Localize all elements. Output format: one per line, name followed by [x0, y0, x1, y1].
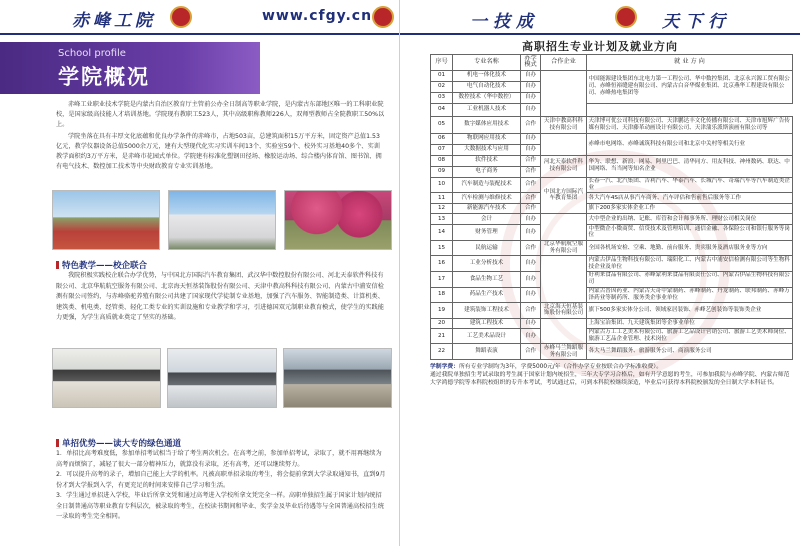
- study-mode: 自办: [521, 225, 541, 241]
- row-number: 09: [431, 166, 453, 177]
- row-number: 17: [431, 271, 453, 287]
- job-direction: 旗下500多家实体分公司、领域家居装饰、赤峰艺创装饰等装饰类企业: [587, 303, 793, 319]
- study-mode: 合作: [521, 204, 541, 214]
- table-title: 高职招生专业计划及就业方向: [522, 40, 678, 53]
- job-direction: 旗下200多家实体企业工作: [587, 204, 793, 214]
- row-number: 04: [431, 103, 453, 116]
- row-number: 21: [431, 328, 453, 344]
- header-no: 序号: [431, 55, 453, 71]
- footer-note: 通过我院单独招生考试录取的考生属于国家计划内统招生，三年大专学习合格后，如有升学意愿的考生，可参加我院与赤峰学院、内蒙古师范大学鸿德学院等本科院校组织的专升本考试，考试通过后，可到本科院校继续深造，毕业后可获得本科院校颁发的全日制大学本科证书。: [430, 372, 790, 386]
- row-number: 14: [431, 225, 453, 241]
- job-direction: 各大马兰舞蹈服务、旅游服务公司、商演服务公司: [587, 344, 793, 360]
- major-name: 财务管理: [453, 225, 521, 241]
- major-name: 电子商务: [453, 166, 521, 177]
- study-mode: 合作: [521, 177, 541, 193]
- major-name: 建筑工程技术: [453, 318, 521, 328]
- job-direction: 天津博可优公司科技有限公司、天津鹏达丰文化传播有限公司、天津市旭辉广告传媒有限公司、天津藤革动画设计有限公司、天津蒲乐派斯演画有限公司等: [587, 116, 793, 133]
- study-mode: 合作: [521, 155, 541, 166]
- training-photos: [52, 348, 392, 428]
- study-mode: 自办: [521, 103, 541, 116]
- header-job: 就 业 方 向: [587, 55, 793, 71]
- job-direction: 赤峰市电网络、赤峰诚筑科技有限公司和北京中关村等相关行业: [587, 133, 793, 155]
- major-name: 电气自动化技术: [453, 81, 521, 92]
- major-name: 民航运输: [453, 240, 521, 256]
- study-mode: 自办: [521, 287, 541, 303]
- major-name: 物联网应用技术: [453, 133, 521, 144]
- table-row: [431, 193, 793, 204]
- study-mode: 合作: [521, 303, 541, 319]
- major-name: 汽车制造与装配技术: [453, 177, 521, 193]
- header-divider: [400, 33, 800, 35]
- partner-company: [541, 214, 587, 241]
- job-direction: 华为、联想、新浪、网易、阿里巴巴、清华同方、用友科技、神州数码、联达、中国网络、当当网等知名企业: [587, 155, 793, 177]
- job-direction: 各大汽车4S店从事汽车商务、汽车评估和售前售后服务等工作: [587, 193, 793, 204]
- study-mode: 自办: [521, 328, 541, 344]
- row-number: 11: [431, 193, 453, 204]
- row-number: 13: [431, 214, 453, 225]
- major-name: 舞蹈表演: [453, 344, 521, 360]
- study-mode: 自办: [521, 144, 541, 155]
- study-mode: 自办: [521, 92, 541, 103]
- major-name: 机电一体化技术: [453, 70, 521, 81]
- tuition-value: 所有专业学制均为3年，学费5000元/年（合作办学专业按联合办学标准收费）。: [459, 364, 662, 370]
- computer-lab-photo: [52, 348, 161, 408]
- school-seal-icon: [170, 6, 192, 28]
- school-seal-icon: [615, 6, 637, 28]
- job-direction: 大中型企业的出纳、记账、库管和会计师事务所、理财公司相关岗位: [587, 214, 793, 225]
- workshop-photo: [167, 348, 276, 408]
- intro-paragraph: 赤峰工业职业技术学院是内蒙古自治区教育厅主管前公办全日制高等职业学院，是内蒙古东部地区唯一的工科职业院校，是国家级高技能人才培训基地。学院现有教职工523人，其中高级职称教师226人，双师型教师占全院教职工50%以上。: [56, 101, 385, 129]
- partner-company: 河北天泰软件科技有限公司: [541, 155, 587, 177]
- study-mode: 合作: [521, 116, 541, 133]
- tuition-label: 学制学费：: [430, 364, 459, 370]
- row-number: 20: [431, 318, 453, 328]
- partner-company: 中国北方国际汽车教育集团: [541, 177, 587, 214]
- row-number: 10: [431, 177, 453, 193]
- table-row: [431, 328, 793, 344]
- right-header: [400, 0, 800, 34]
- job-direction: 好利来食品有限公司、赤峰蒙利来食品有限责任公司、内蒙古伊品生物科技有限公司: [587, 271, 793, 287]
- major-name: 工艺美术品设计: [453, 328, 521, 344]
- school-name: 赤峰工院: [72, 11, 156, 31]
- row-number: 06: [431, 133, 453, 144]
- major-name: 会计: [453, 214, 521, 225]
- partner-company: 赤峰马兰舞蹈服务有限公司: [541, 344, 587, 360]
- table-row: [431, 287, 793, 303]
- table-row: [431, 204, 793, 214]
- row-number: 19: [431, 303, 453, 319]
- table-row: [431, 177, 793, 193]
- study-mode: 自办: [521, 133, 541, 144]
- major-name: 工业分析技术: [453, 256, 521, 272]
- table-footer: [430, 363, 792, 387]
- major-name: 数控技术（华中数控）: [453, 92, 521, 103]
- row-number: 05: [431, 116, 453, 133]
- study-mode: 合作: [521, 344, 541, 360]
- table-row: [431, 214, 793, 225]
- advantage-point: 3．学生通过单招进入学校，毕业后所拿文凭和通过高考进入学校所拿文凭完全一样。高职单独招生属于国家计划内统招全日制普通高等职业教育专科层次，被录取的考生，在校读书期间和毕业、奖学金及毕业后待遇等与全国普通高校招生统一录取的考生完全相同。: [56, 492, 384, 520]
- campus-building-photo: [168, 190, 276, 250]
- study-mode: 自办: [521, 214, 541, 225]
- campus-garden-photo: [284, 190, 392, 250]
- row-number: 16: [431, 256, 453, 272]
- intro-paragraph: 学院坐落在具有丰厚文化底蕴和优良办学条件的赤峰市，占地503亩，总建筑面积15万平方米，固定资产总值1.53亿元，教学仪器设备总值5000余万元，建有大型现代化实习实训车间13个、实验室59个、校外实习基地40多个、实训教学面积约3万平方米，是赤峰市花园式单位。学院建有标准化塑钢田径场、橡胶运动场、综合楼内体育馆、图书馆、拥有电气技术、数控加工技术等中央财政教育专业实训基地。: [56, 132, 382, 171]
- job-direction: 中型微企小微商贸、信贷技术及管理培训、通信金融、各保险公司和银行服务等岗位: [587, 225, 793, 241]
- job-direction: 中国能源建设集团东北电力第一工程公司、华中数控集团、北京永兴源工贸有限公司、赤峰恒裕缝建有限公司、内蒙古白音华煤业集团、北京燕华工程建设有限公司、赤峰热电集团等: [587, 70, 793, 103]
- major-name: 大数据技术与应用: [453, 144, 521, 155]
- section-title-en: School profile: [58, 48, 126, 59]
- major-name: 食品生物工艺: [453, 271, 521, 287]
- major-name: 建筑装饰工程技术: [453, 303, 521, 319]
- left-header: [0, 0, 400, 34]
- section-title-band: [0, 42, 260, 94]
- school-url[interactable]: www.cfgy.cn: [262, 8, 373, 24]
- table-row: [431, 271, 793, 287]
- table-header-row: [431, 55, 793, 71]
- row-number: 03: [431, 92, 453, 103]
- school-seal-icon: [372, 6, 394, 28]
- study-mode: 自办: [521, 318, 541, 328]
- partner-company: 天津中教高科科技有限公司: [541, 116, 587, 133]
- partner-company: [541, 256, 587, 303]
- major-name: 药品生产技术: [453, 287, 521, 303]
- major-name: 数字媒体应用技术: [453, 116, 521, 133]
- job-direction: 长春一汽、北汽集团、吉利汽车、华泰汽车、长城汽车、奇瑞汽车等汽车制造类企业: [587, 177, 793, 193]
- advantage-title: 单招优势——读大专的绿色通道: [56, 437, 181, 449]
- study-mode: 合作: [521, 166, 541, 177]
- section-title: 学院概况: [58, 65, 150, 89]
- row-number: 07: [431, 144, 453, 155]
- intro-text: [56, 100, 386, 173]
- table-row: [431, 303, 793, 319]
- table-row: [431, 103, 793, 116]
- job-direction: 内蒙古伊品生物科技有限公司、瑞阳化工、内蒙古中浦安信检测有限公司等生物科技企业及单位: [587, 256, 793, 272]
- table-row: [431, 318, 793, 328]
- feature-text: 我院积极实践校企联合办学优势，与中国北方国际汽车教育集团、武汉华中数控股份有限公司、河北天泰软件科技有限公司、北京华航航空服务有限公司、北京海天恒基装饰股份有限公司、天津中教高科科技有限公司、内蒙古中浦安信检测有限公司签约，与赤峰骆驼养殖有限公司共建了国家现代学徒制专业基地，加强了汽车服务、智能制造类、计算机类、建筑类、机电类、经管类、轻化工类专业的实训设施和专业教学和学习，引进德国双元制职业教育模式，使学生的实践能力更强，为学生高质就业奠定了坚实的基础。: [56, 272, 384, 321]
- major-name: 汽车检测与维修技术: [453, 193, 521, 204]
- row-number: 15: [431, 240, 453, 256]
- job-direction: 上海宝冶集团、九天建筑集团等企事业单位: [587, 318, 793, 328]
- row-number: 22: [431, 344, 453, 360]
- table-row: [431, 225, 793, 241]
- training-room-photo: [283, 348, 392, 408]
- study-mode: 合作: [521, 193, 541, 204]
- row-number: 12: [431, 204, 453, 214]
- study-mode: 自办: [521, 256, 541, 272]
- table-row: [431, 70, 793, 81]
- right-page: [400, 0, 800, 546]
- partner-company: 北京华航航空服务有限公司: [541, 240, 587, 256]
- major-name: 新能源汽车技术: [453, 204, 521, 214]
- slogan-right: 天下行: [662, 12, 731, 32]
- advantage-point: 2．可以提升高考的录子，增加自己能上大学的机率。凡被高职单招录取的考生，将会提前拿到大学录取通知书，直到9月份才到大学报到入学，有更充足的时间来安排自己学习和生活。: [56, 471, 386, 489]
- table-body: [431, 70, 793, 359]
- table-row: [431, 116, 793, 133]
- table-row: [431, 256, 793, 272]
- partner-company: [541, 318, 587, 344]
- campus-photos: [52, 190, 392, 250]
- study-mode: 合作: [521, 240, 541, 256]
- header-mode: 办学模式: [521, 55, 541, 71]
- table-row: [431, 155, 793, 166]
- job-direction: 全国各机场安检、空乘、地勤、前台服务、贵宾服务及酒店服务业等方向: [587, 240, 793, 256]
- table-row: [431, 133, 793, 144]
- table-row: [431, 344, 793, 360]
- row-number: 01: [431, 70, 453, 81]
- header-partner: 合作企业: [541, 55, 587, 71]
- header-divider: [0, 33, 400, 35]
- partner-company: [541, 70, 587, 116]
- slogan-left: 一技成: [470, 12, 539, 32]
- header-major: 专业名称: [453, 55, 521, 71]
- row-number: 08: [431, 155, 453, 166]
- row-number: 02: [431, 81, 453, 92]
- major-name: 软件技术: [453, 155, 521, 166]
- major-name: 工业机器人技术: [453, 103, 521, 116]
- job-direction: 内蒙古普因药业、内蒙古天奇中蒙制药、赤峰制药、丹龙制药、联邦制药、赤峰万泽药业等制药所、服务类企事业单位: [587, 287, 793, 303]
- sports-field-photo: [52, 190, 160, 250]
- advantage-point: 1．单招比高考难度低，参加单招考试相当于给了考生两次机会。在高考之前，参加单招考试，录取了，就不用再继续为高考而烦恼了，减轻了很大一部分精神压力，就算没有录取，还有高考，还可以继续努力。: [56, 450, 382, 468]
- table-row: [431, 240, 793, 256]
- study-mode: 自办: [521, 271, 541, 287]
- job-direction: 内蒙古万工工艺美术有限公司、旅游工艺品设计营销公司、旅游工艺美术师岗位、旅游工艺品企业管理、技术岗位: [587, 328, 793, 344]
- feature-title: 特色教学——校企联合: [56, 259, 147, 271]
- study-mode: 自办: [521, 70, 541, 81]
- study-mode: 自办: [521, 81, 541, 92]
- row-number: 18: [431, 287, 453, 303]
- partner-company: 北京海天恒基装饰股份有限公司: [541, 303, 587, 319]
- partner-company: [541, 133, 587, 155]
- majors-table: [430, 54, 793, 360]
- advantage-text: [56, 449, 386, 523]
